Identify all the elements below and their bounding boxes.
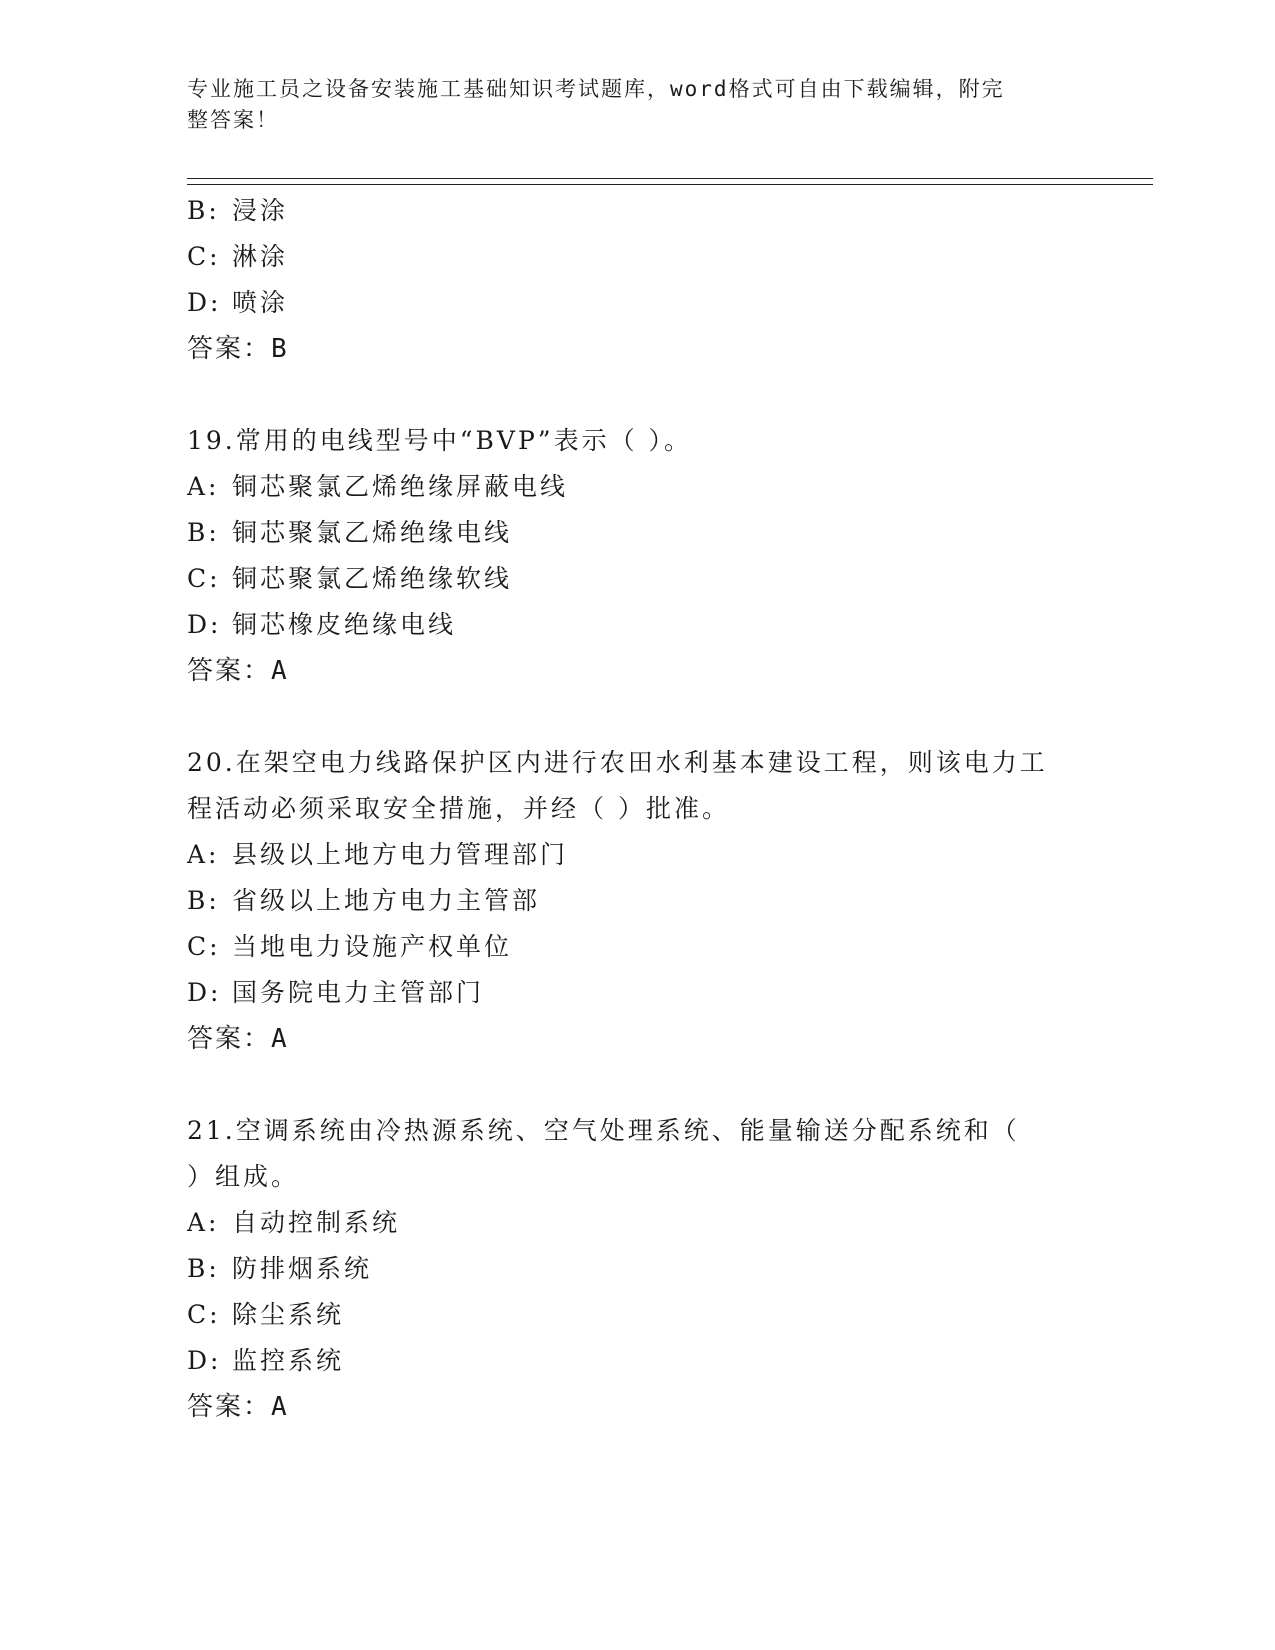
question-stem: 21.空调系统由冷热源系统、空气处理系统、能量输送分配系统和（: [187, 1116, 1020, 1145]
option-text: 铜芯聚氯乙烯绝缘软线: [232, 564, 513, 593]
option-b: [187, 1246, 1087, 1292]
question-stem-continued: ）组成。: [187, 1162, 300, 1191]
option-key: D:: [187, 610, 222, 639]
option-key: A:: [187, 840, 220, 869]
option-key: C:: [187, 932, 221, 961]
option-d: [187, 1338, 1087, 1384]
answer-value: A: [271, 1392, 289, 1422]
option-a: [187, 464, 1087, 510]
option-d: [187, 970, 1087, 1016]
answer-label: 答案：: [187, 656, 272, 686]
question-stem: 20.在架空电力线路保护区内进行农田水利基本建设工程，则该电力工: [187, 748, 1048, 777]
option-key: C:: [187, 242, 221, 271]
option-text: 当地电力设施产权单位: [232, 932, 513, 961]
option-b: [187, 878, 1087, 924]
header-divider-bottom: [187, 184, 1153, 185]
option-text: 国务院电力主管部门: [232, 978, 485, 1007]
answer-label: 答案：: [187, 334, 272, 364]
option-b: [187, 510, 1087, 556]
question-20: [187, 740, 1087, 1062]
spacer: [187, 1062, 1087, 1108]
option-text: 铜芯聚氯乙烯绝缘屏蔽电线: [232, 472, 569, 501]
option-text: 省级以上地方电力主管部: [232, 886, 541, 915]
answer-line: [187, 326, 1087, 372]
option-d: [187, 602, 1087, 648]
answer-value: B: [271, 334, 289, 364]
option-key: C:: [187, 1300, 221, 1329]
document-header: [187, 74, 1067, 136]
option-text: 自动控制系统: [232, 1208, 401, 1237]
question-stem-continued: 程活动必须采取安全措施，并经（ ）批准。: [187, 794, 730, 823]
question-21: [187, 1108, 1087, 1430]
option-c: [187, 234, 1087, 280]
option-key: D:: [187, 288, 222, 317]
prev-question: [187, 188, 1087, 372]
option-text: 铜芯橡皮绝缘电线: [232, 610, 457, 639]
option-text: 县级以上地方电力管理部门: [232, 840, 569, 869]
option-text: 铜芯聚氯乙烯绝缘电线: [232, 518, 513, 547]
option-key: B:: [187, 196, 220, 225]
answer-label: 答案：: [187, 1024, 272, 1054]
option-key: D:: [187, 978, 222, 1007]
option-text: 浸涂: [232, 196, 289, 225]
option-b: [187, 188, 1087, 234]
option-d: [187, 280, 1087, 326]
option-c: [187, 556, 1087, 602]
option-key: B:: [187, 886, 220, 915]
option-c: [187, 1292, 1087, 1338]
question-content: [187, 188, 1087, 1430]
option-key: B:: [187, 1254, 220, 1283]
option-text: 监控系统: [232, 1346, 345, 1375]
option-a: [187, 1200, 1087, 1246]
answer-line: [187, 648, 1087, 694]
answer-line: [187, 1016, 1087, 1062]
spacer: [187, 372, 1087, 418]
option-text: 防排烟系统: [232, 1254, 373, 1283]
option-text: 淋涂: [232, 242, 289, 271]
option-key: A:: [187, 1208, 220, 1237]
answer-label: 答案：: [187, 1392, 272, 1422]
option-a: [187, 832, 1087, 878]
header-line-2: 整答案！: [187, 108, 279, 132]
answer-line: [187, 1384, 1087, 1430]
header-divider-top: [187, 178, 1153, 179]
answer-value: A: [271, 1024, 289, 1054]
option-text: 喷涂: [232, 288, 289, 317]
option-key: C:: [187, 564, 221, 593]
option-c: [187, 924, 1087, 970]
question-19: [187, 418, 1087, 694]
option-key: D:: [187, 1346, 222, 1375]
spacer: [187, 694, 1087, 740]
answer-value: A: [271, 656, 289, 686]
option-key: B:: [187, 518, 220, 547]
option-key: A:: [187, 472, 220, 501]
option-text: 除尘系统: [232, 1300, 345, 1329]
question-stem: 19.常用的电线型号中“BVP”表示（ ）。: [187, 426, 693, 455]
header-line-1: 专业施工员之设备安装施工基础知识考试题库，word格式可自由下载编辑，附完: [187, 77, 1005, 101]
